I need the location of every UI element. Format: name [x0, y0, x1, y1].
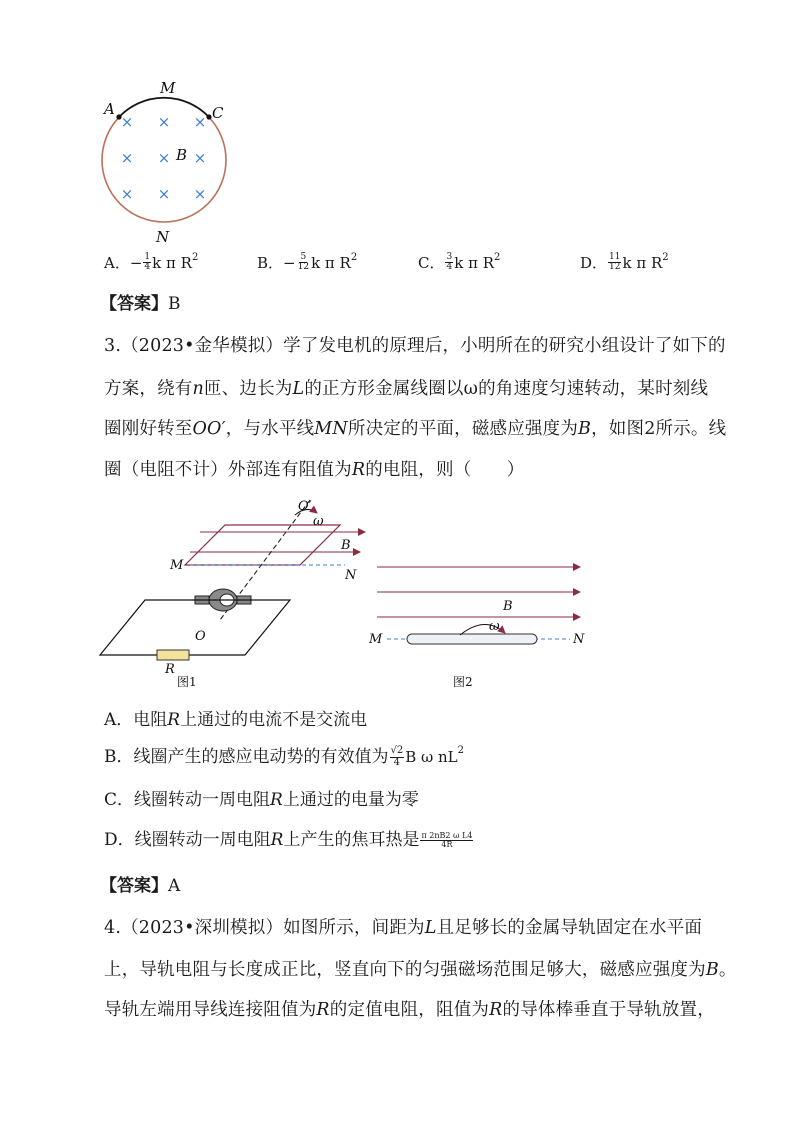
q2-answer: 【答案】B — [100, 294, 181, 314]
q3-line-3: 圈刚好转至OO′，与水平线MN所决定的平面，磁感应强度为B，如图2所示。线 — [104, 419, 727, 439]
label-N: N — [156, 228, 170, 245]
field-cross: × — [193, 113, 207, 131]
field-cross: × — [120, 113, 134, 131]
fig-caption-1: 图1 — [177, 675, 197, 689]
circle-field-figure — [90, 70, 250, 245]
q3-answer: 【答案】A — [100, 876, 181, 896]
gen-label-M: M — [170, 558, 184, 573]
q4-line-2: 上，导轨电阻与长度成正比，竖直向下的匀强磁场范围足够大，磁感应强度为B。 — [104, 960, 737, 980]
side-label-N: N — [573, 632, 585, 647]
gen-label-R: R — [165, 662, 175, 677]
side-label-B: B — [503, 599, 513, 614]
field-cross: × — [120, 149, 134, 167]
label-A: A — [104, 100, 115, 118]
field-cross: × — [157, 149, 171, 167]
q4-line-1: 4.（2023•深圳模拟）如图所示，间距为L且足够长的金属导轨固定在水平面 — [104, 918, 703, 938]
q2-option-c: C． $\frac{3}{4}$ k π R $^2$ — [418, 251, 501, 272]
field-cross: × — [120, 185, 134, 203]
field-cross: × — [157, 113, 171, 131]
q3-line-1: 3.（2023•金华模拟）学了发电机的原理后，小明所在的研究小组设计了如下的 — [104, 336, 726, 356]
q3-option-b: B．线圈产生的感应电动势的有效值为 $\frac{√2}{4}$ B ω nL $^2$ — [104, 745, 465, 768]
field-cross: × — [157, 185, 171, 203]
q2-option-b: B． − $\frac{5}{12}$ k π R $^2$ — [257, 251, 358, 272]
gen-label-omega: ω — [313, 514, 324, 529]
q3-line-2: 方案，绕有n匝、边长为L的正方形金属线圈以ω的角速度匀速转动，某时刻线 — [104, 379, 709, 399]
gen-label-O-prime: O′ — [298, 499, 312, 514]
q4-line-3: 导轨左端用导线连接阻值为R的定值电阻，阻值为R的导体棒垂直于导轨放置， — [104, 1000, 715, 1020]
q3-option-a: A．电阻R上通过的电流不是交流电 — [104, 710, 368, 730]
side-view-figure — [365, 555, 595, 695]
q3-line-4: 圈（电阻不计）外部连有阻值为R的电阻，则（ ） — [104, 460, 525, 480]
q3-option-c: C．线圈转动一周电阻R上通过的电量为零 — [104, 790, 419, 810]
gen-label-B: B — [341, 538, 351, 553]
gen-label-O: O — [195, 629, 206, 644]
label-B: B — [176, 146, 188, 164]
q2-option-a: A． − $\frac{1}{4}$ k π R $^2$ — [104, 251, 199, 272]
generator-figure — [95, 495, 375, 695]
gen-label-N: N — [345, 568, 357, 583]
field-cross: × — [193, 149, 207, 167]
fig-caption-2: 图2 — [453, 675, 473, 689]
q3-option-d: D．线圈转动一周电阻 R 上产生的焦耳热是 $\frac{\text{π 2nB2 ω L4}}{4R}$ — [104, 830, 473, 851]
q2-option-d: D． $\frac{11}{12}$ k π R $^2$ — [580, 251, 669, 272]
side-label-M: M — [369, 632, 383, 647]
field-cross: × — [193, 185, 207, 203]
label-C: C — [212, 104, 224, 122]
side-label-omega: ω — [489, 619, 500, 634]
label-M: M — [160, 79, 176, 97]
